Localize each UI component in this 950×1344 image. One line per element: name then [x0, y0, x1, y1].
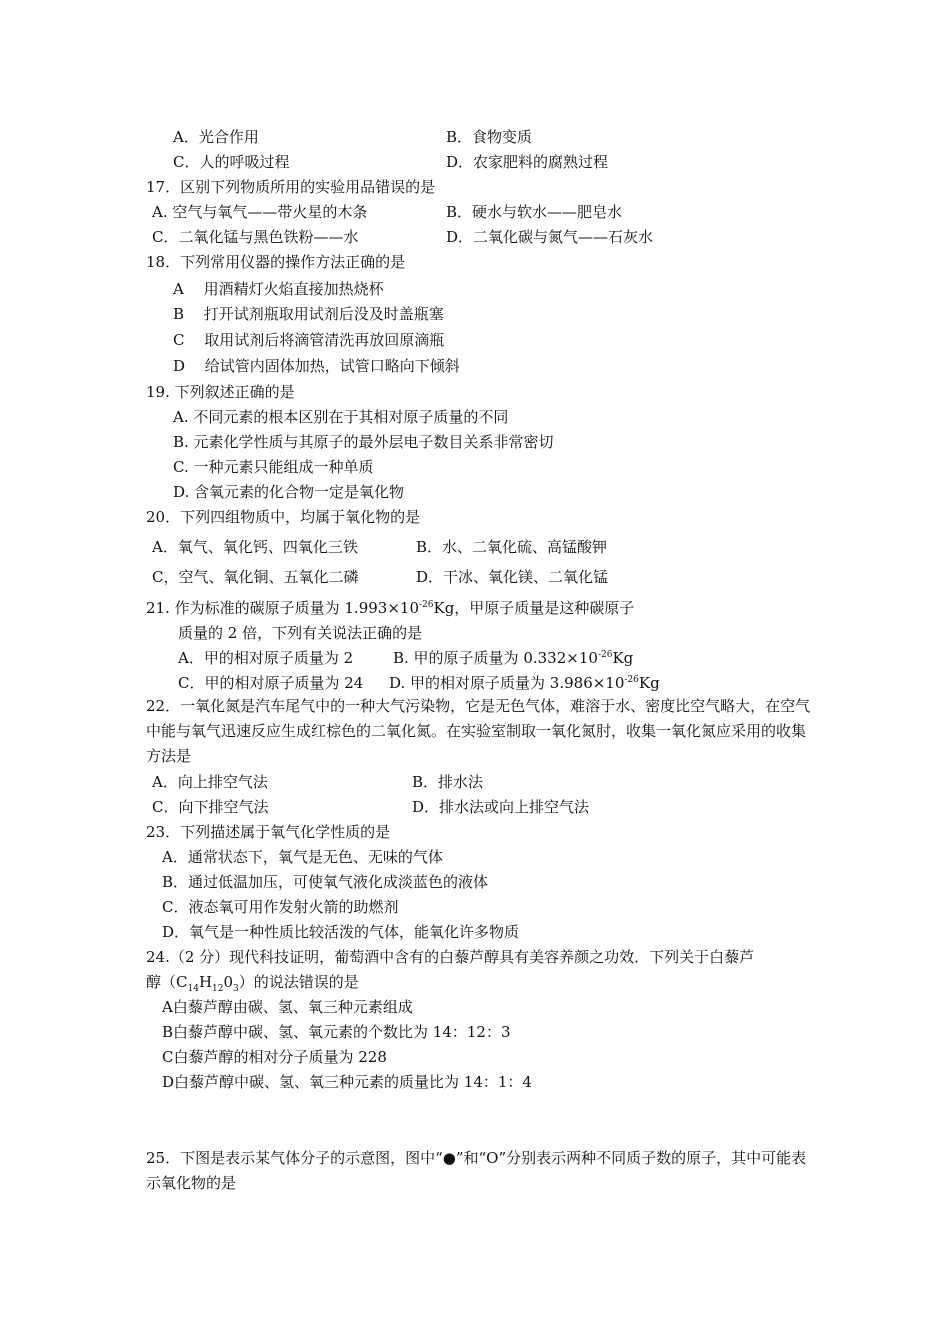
q22-stem: 22．一氧化氮是汽车尾气中的一种大气污染物，它是无色气体，难溶于水、密度比空气略大，在空气中能与氧气迅速反应生成红棕色的二氧化氮。在实验室制取一氧化氮肘，收集一氧化氮应采用的收集方法是 — [146, 697, 811, 765]
q16-option-c: C．人的呼吸过程 — [173, 153, 290, 171]
q19-stem: 19. 下列叙述正确的是 — [146, 383, 295, 401]
q17-option-d: D．二氧化碳与氮气——石灰水 — [446, 228, 654, 246]
q16-option-a: A．光合作用 — [173, 128, 259, 146]
q21-stem: 21. 作为标准的碳原子质量为 $1.993\times 10^{-26}Kg$，甲原子质量是这种碳原子 — [146, 599, 635, 617]
q21-stem-continued: 质量的 2 倍，下列有关说法正确的是 — [178, 624, 423, 642]
q20-option-c: C，空气、氧化铜、五氧化二磷 — [152, 568, 359, 586]
q22-option-c: C．向下排空气法 — [152, 798, 269, 816]
q23-option-c: C．液态氧可用作发射火箭的助燃剂 — [162, 898, 399, 916]
q19-option-d: D. 含氧元素的化合物一定是氧化物 — [173, 483, 405, 501]
q18-option-c: C 取用试剂后将滴管清洗再放回原滴瓶 — [173, 331, 445, 349]
q23-option-b: B．通过低温加压，可使氧气液化成淡蓝色的液体 — [162, 873, 489, 891]
q20-option-a: A．氧气、氧化钙、四氧化三铁 — [152, 538, 358, 556]
q23-option-d: D．氧气是一种性质比较活泼的气体，能氧化许多物质 — [162, 923, 520, 941]
q22-option-b: B．排水法 — [412, 773, 484, 791]
q17-stem: 17．区别下列物质所用的实验用品错误的是 — [146, 178, 436, 196]
q21-option-d: D. 甲的相对原子质量为 $3.986\times 10^{-26}Kg$ — [389, 674, 660, 692]
q24-stem-formula: 醇$(C_{14}H_{12}0_3)$的说法错误的是 — [146, 973, 359, 994]
q20-stem: 20．下列四组物质中，均属于氧化物的是 — [146, 508, 421, 526]
q21-option-c: C．甲的相对原子质量为 24 — [178, 674, 364, 692]
q24-option-a: A白藜芦醇由碳、氢、氧三种元素组成 — [162, 998, 413, 1016]
q18-option-a: A 用酒精灯火焰直接加热烧杯 — [173, 280, 384, 298]
q19-option-b: B. 元素化学性质与其原子的最外层电子数目关系非常密切 — [173, 433, 554, 451]
q19-option-c: C. 一种元素只能组成一种单质 — [173, 458, 374, 476]
q23-stem: 23．下列描述属于氧气化学性质的是 — [146, 823, 391, 841]
q17-option-b: B．硬水与软水——肥皂水 — [446, 203, 623, 221]
q18-option-d: D 给试管内固体加热，试管口略向下倾斜 — [173, 357, 460, 375]
q24-option-d: D白藜芦醇中碳、氢、氧三种元素的质量比为 14：1：4 — [162, 1073, 532, 1091]
q24-option-c: C白藜芦醇的相对分子质量为 228 — [162, 1048, 387, 1066]
q18-option-b: B 打开试剂瓶取用试剂后没及时盖瓶塞 — [173, 305, 444, 323]
q24-stem: 24.（2 分）现代科技证明，葡萄酒中含有的白藜芦醇具有美容养颜之功效．下列关于白藜芦 — [146, 948, 755, 966]
q20-option-d: D．干冰、氧化镁、二氧化锰 — [416, 568, 609, 586]
q16-option-b: B．食物变质 — [446, 128, 533, 146]
q25-stem: 25．下图是表示某气体分子的示意图，图中“●”和“O”分别表示两种不同质子数的原子，其中可能表示氧化物的是 — [146, 1149, 807, 1192]
q21-option-b: B. 甲的原子质量为 $0.332\times 10^{-26}Kg$ — [393, 649, 634, 667]
q18-stem: 18．下列常用仪器的操作方法正确的是 — [146, 253, 406, 271]
q21-option-a: A．甲的相对原子质量为 2 — [178, 649, 354, 667]
q16-option-d: D．农家肥料的腐熟过程 — [446, 153, 609, 171]
q19-option-a: A. 不同元素的根本区别在于其相对原子质量的不同 — [173, 408, 509, 426]
q17-option-c: C．二氧化锰与黑色铁粉——水 — [152, 228, 359, 246]
q24-option-b: B白藜芦醇中碳、氢、氧元素的个数比为 14：12：3 — [162, 1023, 511, 1041]
q22-option-a: A．向上排空气法 — [152, 773, 268, 791]
q20-option-b: B．水、二氧化硫、高锰酸钾 — [416, 538, 608, 556]
q22-option-d: D．排水法或向上排空气法 — [412, 798, 590, 816]
q23-option-a: A．通常状态下，氧气是无色、无味的气体 — [162, 848, 443, 866]
q17-option-a: A. 空气与氧气——带火星的木条 — [152, 203, 368, 221]
